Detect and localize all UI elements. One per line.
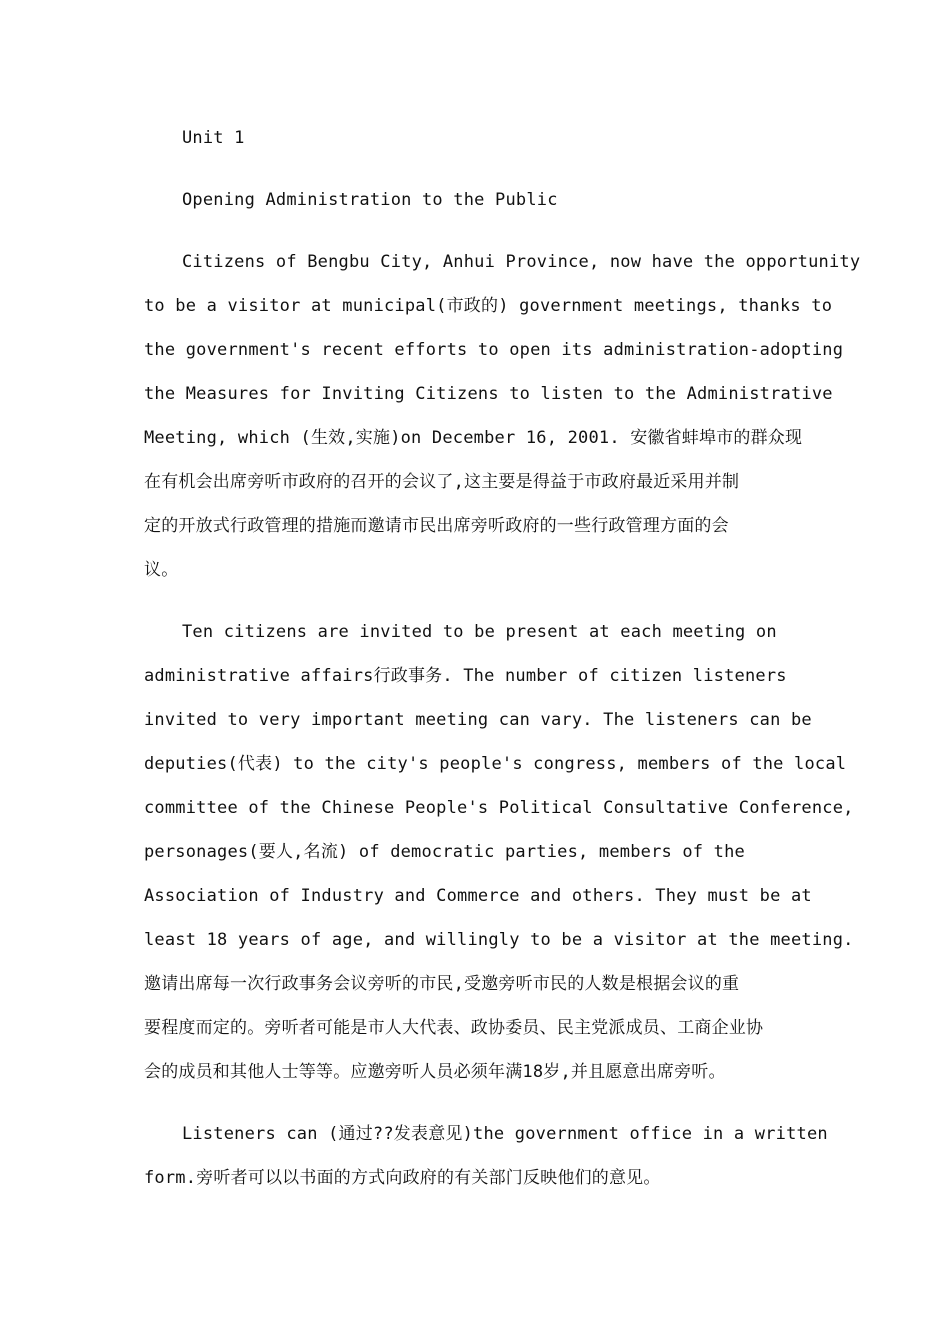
paragraph-3: [144, 1112, 828, 1200]
paragraph-line: to be a visitor at municipal(市政的) government meetings, thanks to: [144, 296, 833, 316]
paragraph-line: 在有机会出席旁听市政府的召开的会议了,这主要是得益于市政府最近采用并制: [144, 472, 740, 492]
paragraph-line: 定的开放式行政管理的措施而邀请市民出席旁听政府的一些行政管理方面的会: [144, 516, 729, 536]
paragraph-line: 会的成员和其他人士等等。应邀旁听人员必须年满18岁,并且愿意出席旁听。: [144, 1062, 726, 1082]
paragraph-line: Listeners can (通过??发表意见)the government office in a written: [182, 1124, 828, 1144]
paragraph-line: 要程度而定的。旁听者可能是市人大代表、政协委员、民主党派成员、工商企业协: [144, 1018, 764, 1038]
paragraph-line: Association of Industry and Commerce and others. They must be at: [144, 886, 812, 906]
paragraph-line: Citizens of Bengbu City, Anhui Province, now have the opportunity: [182, 252, 861, 272]
paragraph-line: least 18 years of age, and willingly to be a visitor at the meeting.: [144, 930, 854, 950]
paragraph-line: Meeting, which (生效,实施)on December 16, 2001. 安徽省蚌埠市的群众现: [144, 428, 803, 448]
paragraph-line: committee of the Chinese People's Political Consultative Conference,: [144, 798, 854, 818]
paragraph-1: [144, 240, 861, 592]
paragraph-line: invited to very important meeting can vary. The listeners can be: [144, 710, 812, 730]
paragraph-line: form.旁听者可以以书面的方式向政府的有关部门反映他们的意见。: [144, 1168, 661, 1188]
document-title: Opening Administration to the Public: [182, 190, 558, 210]
document-page: [144, 116, 861, 1200]
paragraph-2: [144, 610, 854, 1094]
paragraph-line: deputies(代表) to the city's people's congress, members of the local: [144, 754, 847, 774]
paragraph-line: personages(要人,名流) of democratic parties, members of the: [144, 842, 745, 862]
paragraph-line: 议。: [144, 560, 179, 580]
paragraph-line: administrative affairs行政事务. The number of citizen listeners: [144, 666, 787, 686]
paragraph-line: 邀请出席每一次行政事务会议旁听的市民,受邀旁听市民的人数是根据会议的重: [144, 974, 740, 994]
paragraph-line: the Measures for Inviting Citizens to listen to the Administrative: [144, 384, 833, 404]
paragraph-line: the government's recent efforts to open its administration-adopting: [144, 340, 844, 360]
paragraph-line: Ten citizens are invited to be present at each meeting on: [182, 622, 777, 642]
unit-label: Unit 1: [182, 128, 245, 148]
